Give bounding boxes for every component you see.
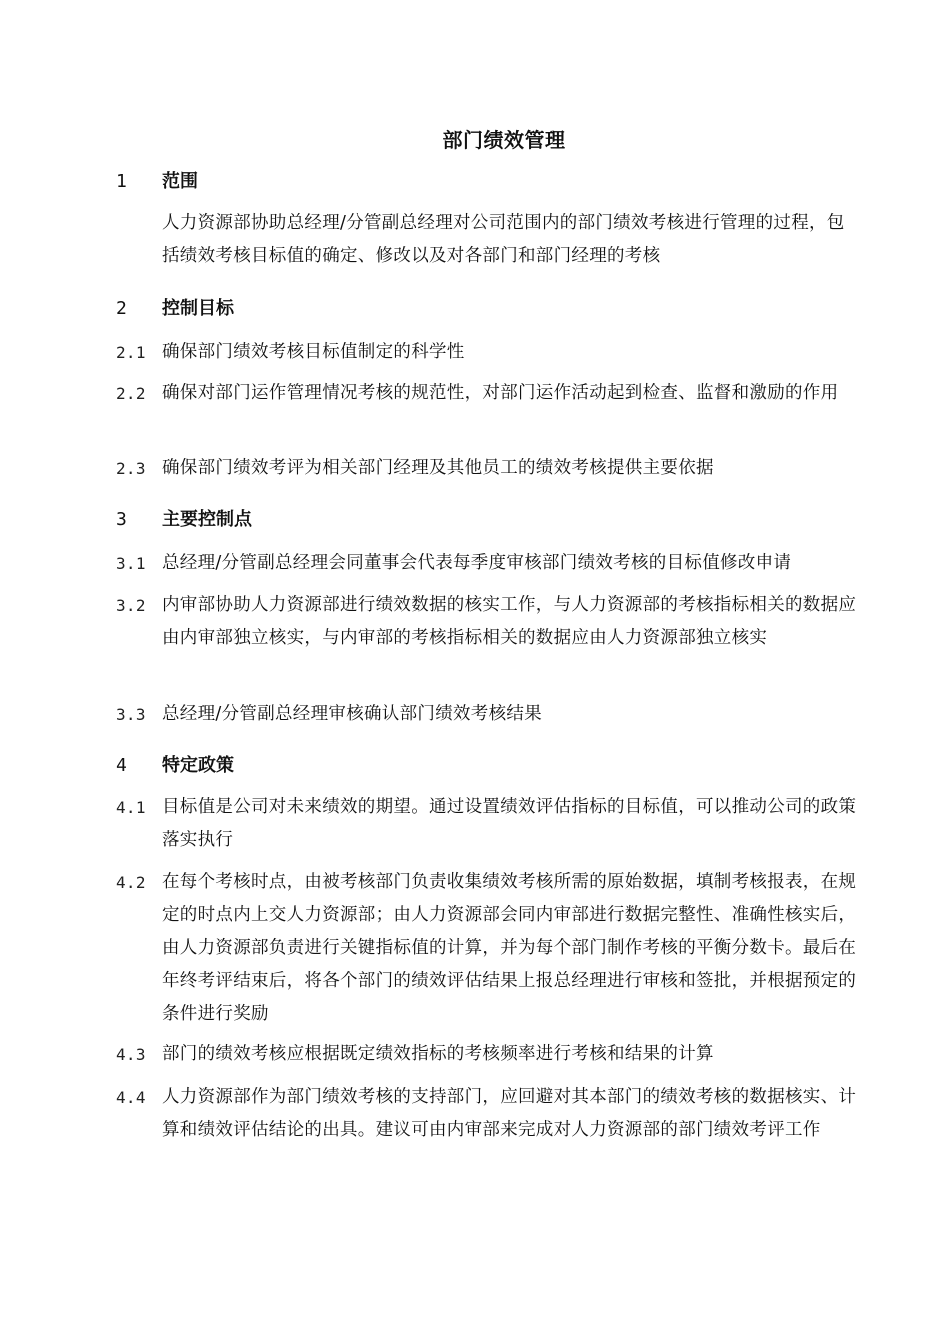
item-number: 4.4	[116, 1088, 146, 1107]
section-heading-specific-policies	[116, 753, 234, 779]
list-item-2-1	[116, 336, 862, 369]
item-text: 确保部门绩效考核目标值制定的科学性	[162, 342, 465, 362]
item-text: 目标值是公司对未来绩效的期望。通过设置绩效评估指标的目标值，可以推动公司的政策落实执行	[162, 797, 857, 850]
list-item-3-2	[116, 589, 862, 655]
section-title: 主要控制点	[162, 509, 252, 530]
list-item-3-1	[116, 547, 862, 580]
scope-paragraph: 人力资源部协助总经理/分管副总经理对公司范围内的部门绩效考核进行管理的过程，包括绩效考核目标值的确定、修改以及对各部门和部门经理的考核	[162, 213, 845, 266]
section-heading-key-control-points	[116, 507, 252, 533]
item-number: 3.1	[116, 554, 146, 573]
item-text: 在每个考核时点，由被考核部门负责收集绩效考核所需的原始数据，填制考核报表，在规定的时点内上交人力资源部；由人力资源部会同内审部进行数据完整性、准确性核实后，由人力资源部负责进行关键指标值的计算，并为每个部门制作考核的平衡分数卡。最后在年终考评结束后，将各个部门的绩效评估结果上报总经理进行审核和签批，并根据预定的条件进行奖励	[162, 872, 857, 1024]
item-number: 4.2	[116, 873, 146, 892]
section-number: 3	[116, 509, 127, 530]
item-text: 部门的绩效考核应根据既定绩效指标的考核频率进行考核和结果的计算	[162, 1044, 714, 1064]
item-number: 2.3	[116, 459, 146, 478]
section-number: 4	[116, 755, 127, 776]
item-text: 人力资源部作为部门绩效考核的支持部门，应回避对其本部门的绩效考核的数据核实、计算和绩效评估结论的出具。建议可由内审部来完成对人力资源部的部门绩效考评工作	[162, 1087, 857, 1140]
item-text: 总经理/分管副总经理审核确认部门绩效考核结果	[162, 704, 542, 724]
section-title: 控制目标	[162, 298, 234, 319]
item-number: 3.3	[116, 705, 146, 724]
item-number: 2.1	[116, 343, 146, 362]
item-text: 总经理/分管副总经理会同董事会代表每季度审核部门绩效考核的目标值修改申请	[162, 553, 792, 573]
section-title: 特定政策	[162, 755, 234, 776]
section-heading-scope	[116, 169, 198, 195]
item-text: 内审部协助人力资源部进行绩效数据的核实工作，与人力资源部的考核指标相关的数据应由内审部独立核实，与内审部的考核指标相关的数据应由人力资源部独立核实	[162, 595, 857, 648]
section-heading-control-objectives	[116, 296, 234, 322]
item-number: 4.3	[116, 1045, 146, 1064]
item-number: 4.1	[116, 798, 146, 817]
list-item-2-3	[116, 452, 862, 485]
section-number: 2	[116, 298, 127, 319]
item-text: 确保部门绩效考评为相关部门经理及其他员工的绩效考核提供主要依据	[162, 458, 714, 478]
list-item-4-3	[116, 1038, 862, 1071]
list-item-2-2	[116, 377, 862, 410]
item-number: 3.2	[116, 596, 146, 615]
list-item-3-3	[116, 698, 862, 731]
page-title: 部门绩效管理	[442, 128, 566, 152]
item-text: 确保对部门运作管理情况考核的规范性，对部门运作活动起到检查、监督和激励的作用	[162, 383, 839, 403]
section-title: 范围	[162, 171, 198, 192]
section-number: 1	[116, 171, 127, 192]
list-item-4-1	[116, 791, 862, 857]
list-item-4-2	[116, 866, 862, 1031]
list-item-4-4	[116, 1081, 862, 1147]
item-number: 2.2	[116, 384, 146, 403]
